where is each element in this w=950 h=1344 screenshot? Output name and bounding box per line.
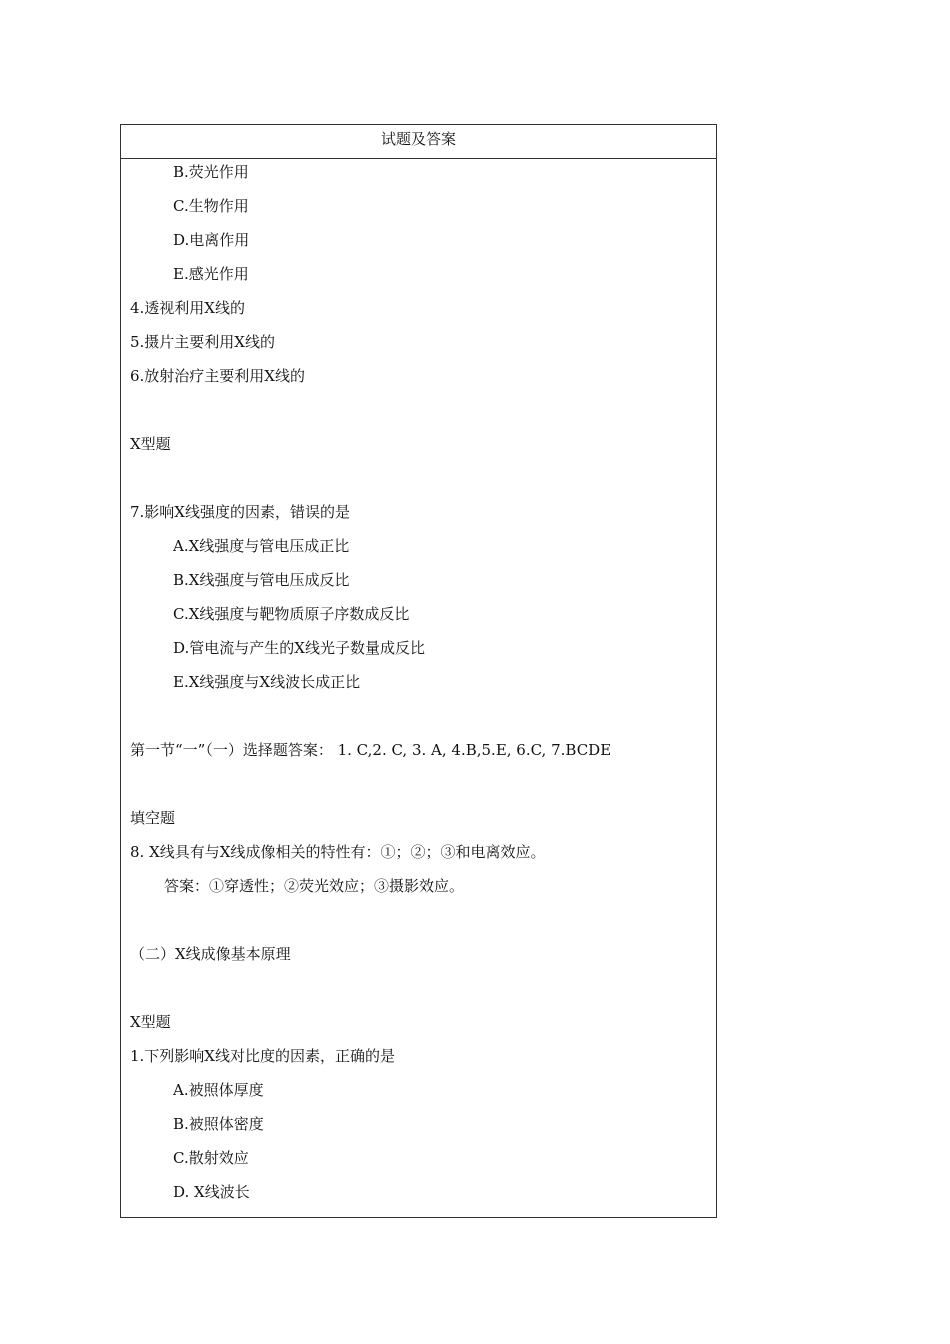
question-8: 8. X线具有与X线成像相关的特性有：①；②；③和电离效应。 xyxy=(130,843,546,861)
question-8-answer: 答案：①穿透性；②荧光效应；③摄影效应。 xyxy=(164,877,465,895)
blank-line xyxy=(121,771,716,805)
question-4: 4.透视利用X线的 xyxy=(130,299,245,317)
blank-line xyxy=(121,397,716,431)
question-7-option-b: B.X线强度与管电压成反比 xyxy=(173,571,350,589)
blank-line xyxy=(121,907,716,941)
blank-line xyxy=(121,465,716,499)
option-e-photosensitive: E.感光作用 xyxy=(173,265,249,283)
question-7-option-c: C.X线强度与靶物质原子序数成反比 xyxy=(173,605,410,623)
section-heading-principles: （二）X线成像基本原理 xyxy=(130,945,291,963)
question-7-option-e: E.X线强度与X线波长成正比 xyxy=(173,673,361,691)
document-table xyxy=(120,124,717,1218)
question-7-option-a: A.X线强度与管电压成正比 xyxy=(173,537,350,555)
table-header: 试题及答案 xyxy=(121,125,716,159)
blank-line xyxy=(121,975,716,1009)
question-7-option-d: D.管电流与产生的X线光子数量成反比 xyxy=(173,639,425,657)
question-1-option-a: A.被照体厚度 xyxy=(173,1081,264,1099)
table-body xyxy=(121,159,716,1213)
question-1: 1.下列影响X线对比度的因素，正确的是 xyxy=(130,1047,395,1065)
option-c-biological: C.生物作用 xyxy=(173,197,249,215)
blank-line xyxy=(121,703,716,737)
question-1-option-d: D. X线波长 xyxy=(173,1183,250,1201)
option-b-fluorescence: B.荧光作用 xyxy=(173,163,249,181)
section-heading-x-type: X型题 xyxy=(130,435,171,453)
question-7: 7.影响X线强度的因素，错误的是 xyxy=(130,503,350,521)
section-heading-x-type-2: X型题 xyxy=(130,1013,171,1031)
question-6: 6.放射治疗主要利用X线的 xyxy=(130,367,305,385)
question-5: 5.摄片主要利用X线的 xyxy=(130,333,275,351)
question-1-option-b: B.被照体密度 xyxy=(173,1115,264,1133)
answer-key: 第一节“一”（一）选择题答案： 1. C,2. C, 3. A, 4.B,5.E, 6.C, 7.BCDE xyxy=(130,741,612,759)
section-heading-fill-blank: 填空题 xyxy=(130,809,176,827)
question-1-option-c: C.散射效应 xyxy=(173,1149,249,1167)
option-d-ionization: D.电离作用 xyxy=(173,231,250,249)
